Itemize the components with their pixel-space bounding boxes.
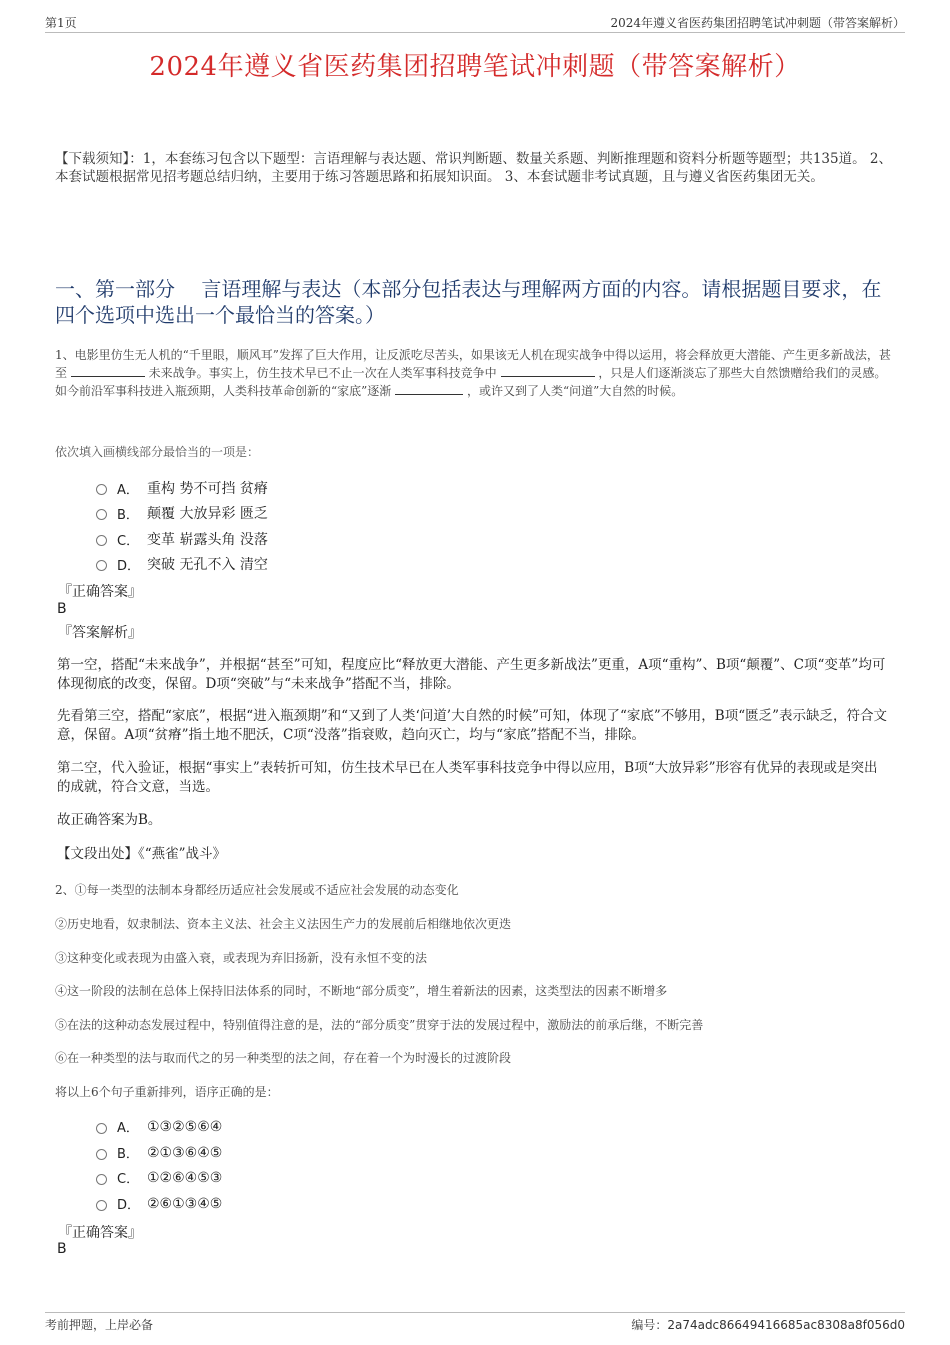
blank-2 — [501, 364, 595, 377]
q1-text-1: 1、电影里仿生无人机的“千里眼，顺风耳”发挥了巨大作用，让反派吃尽苦头，如果该无人机在现实战争中得以运用，将会释放更大潜能、产生更多新战法，甚至 — [55, 348, 891, 380]
page-title: 2024年遵义省医药集团招聘笔试冲刺题（带答案解析） — [149, 52, 801, 82]
q1-option-c[interactable]: C． 变革 崭露头角 没落 — [96, 529, 268, 549]
q2-item-3: ③这种变化或表现为由盛入衰，或表现为弃旧扬新，没有永恒不变的法 — [55, 951, 428, 965]
download-notice: 【下载须知】：1，本套练习包含以下题型：言语理解与表达题、常识判断题、数量关系题、判断推理题和资料分析题等题型；共135道。 2、本套试题根据常见招考题总结归纳，主要用于练习答题思路和拓展知识面。 3、本套试题非考试真题，且与遵义省医药集团无关。 — [55, 151, 892, 185]
radio-icon[interactable] — [96, 1174, 107, 1185]
q1-analysis-2: 先看第三空，搭配“家底”，根据“进入瓶颈期”和“又到了人类‘问道’大自然的时候”可知，体现了“家底”不够用，B项“匮乏”表示缺乏，符合文意，保留。A项“贫瘠”指土地不肥沃，C项“没落”指衰败，趋向灭亡，均与“家底”搭配不当，排除。 — [57, 708, 888, 743]
q2-option-a[interactable]: A． ①③②⑤⑥④ — [96, 1117, 222, 1136]
blank-3 — [395, 382, 463, 395]
q1-analysis-4: 故正确答案为B。 — [57, 812, 162, 828]
radio-icon[interactable] — [96, 1200, 107, 1211]
q1-analysis-label: 『答案解析』 — [58, 625, 142, 641]
q2-lead: 将以上6个句子重新排列，语序正确的是： — [55, 1085, 279, 1099]
q1-analysis-3: 第二空，代入验证，根据“事实上”表转折可知，仿生技术早已在人类军事科技竞争中得以应用，B项“大放异彩”形容有优异的表现或是突出的成就，符合文意，当选。 — [57, 760, 878, 795]
footer-code-label: 编号： — [631, 1318, 668, 1332]
q1-answer: B — [57, 601, 67, 617]
radio-icon[interactable] — [96, 509, 107, 520]
q2-option-b[interactable]: B． ②①③⑥④⑤ — [96, 1143, 222, 1162]
q2-item-1: 2、①每一类型的法制本身都经历适应社会发展或不适应社会发展的动态变化 — [55, 883, 459, 897]
q2-option-c[interactable]: C． ①②⑥④⑤③ — [96, 1168, 222, 1187]
q1-lead: 依次填入画横线部分最恰当的一项是： — [55, 445, 260, 459]
question-1-stem — [55, 346, 898, 400]
q2-answer: B — [57, 1241, 67, 1257]
q1-text-4: ，或许又到了人类“问道”大自然的时候。 — [466, 384, 684, 398]
q1-source: 【文段出处】《“燕雀”战斗》 — [57, 846, 227, 862]
radio-icon[interactable] — [96, 484, 107, 495]
radio-icon[interactable] — [96, 560, 107, 571]
page-header — [45, 14, 905, 33]
footer-code-block — [631, 1316, 905, 1333]
footer-code: 2a74adc86649416685ac8308a8f056d0 — [667, 1318, 905, 1332]
radio-icon[interactable] — [96, 535, 107, 546]
footer-slogan: 考前押题，上岸必备 — [45, 1318, 154, 1332]
section-title: 一、第一部分 言语理解与表达（本部分包括表达与理解两方面的内容。请根据题目要求，在四个选项中选出一个最恰当的答案。） — [55, 277, 882, 327]
page-number: 第1页 — [45, 16, 77, 30]
q2-item-6: ⑥在一种类型的法与取而代之的另一种类型的法之间，存在着一个为时漫长的过渡阶段 — [55, 1051, 512, 1065]
q1-option-b[interactable]: B． 颠覆 大放异彩 匮乏 — [96, 503, 268, 523]
q2-item-2: ②历史地看，奴隶制法、资本主义法、社会主义法因生产力的发展前后相继地依次更迭 — [55, 917, 512, 931]
q1-text-3: ，只是人们逐渐淡忘了那些大自然馈赠给我们的灵感。如今前沿军事科技进入瓶颈期，人类科技革命创新的“家底”逐渐 — [55, 366, 887, 398]
page-footer — [45, 1312, 905, 1333]
q1-answer-label: 『正确答案』 — [58, 584, 142, 600]
radio-icon[interactable] — [96, 1123, 107, 1134]
q1-option-a[interactable]: A． 重构 势不可挡 贫瘠 — [96, 478, 268, 498]
q2-answer-label: 『正确答案』 — [58, 1225, 142, 1241]
radio-icon[interactable] — [96, 1149, 107, 1160]
header-doc-title: 2024年遵义省医药集团招聘笔试冲刺题（带答案解析） — [610, 16, 905, 30]
q2-option-d[interactable]: D． ②⑥①③④⑤ — [96, 1194, 222, 1213]
q1-analysis-1: 第一空，搭配“未来战争”，并根据“甚至”可知，程度应比“释放更大潜能、产生更多新战法”更重，A项“重构”、B项“颠覆”、C项“变革”均可体现彻底的改变，保留。D项“突破”与“未来战争”搭配不当，排除。 — [57, 657, 886, 692]
q1-option-d[interactable]: D． 突破 无孔不入 清空 — [96, 554, 268, 574]
q2-item-4: ④这一阶段的法制在总体上保持旧法体系的同时，不断地“部分质变”，增生着新法的因素，这类型法的因素不断增多 — [55, 984, 668, 998]
blank-1 — [71, 364, 145, 377]
q2-item-5: ⑤在法的这种动态发展过程中，特别值得注意的是，法的“部分质变”贯穿于法的发展过程中，激励法的前承后继，不断完善 — [55, 1018, 704, 1032]
q1-text-2: 未来战争。事实上，仿生技术早已不止一次在人类军事科技竞争中 — [148, 366, 497, 380]
